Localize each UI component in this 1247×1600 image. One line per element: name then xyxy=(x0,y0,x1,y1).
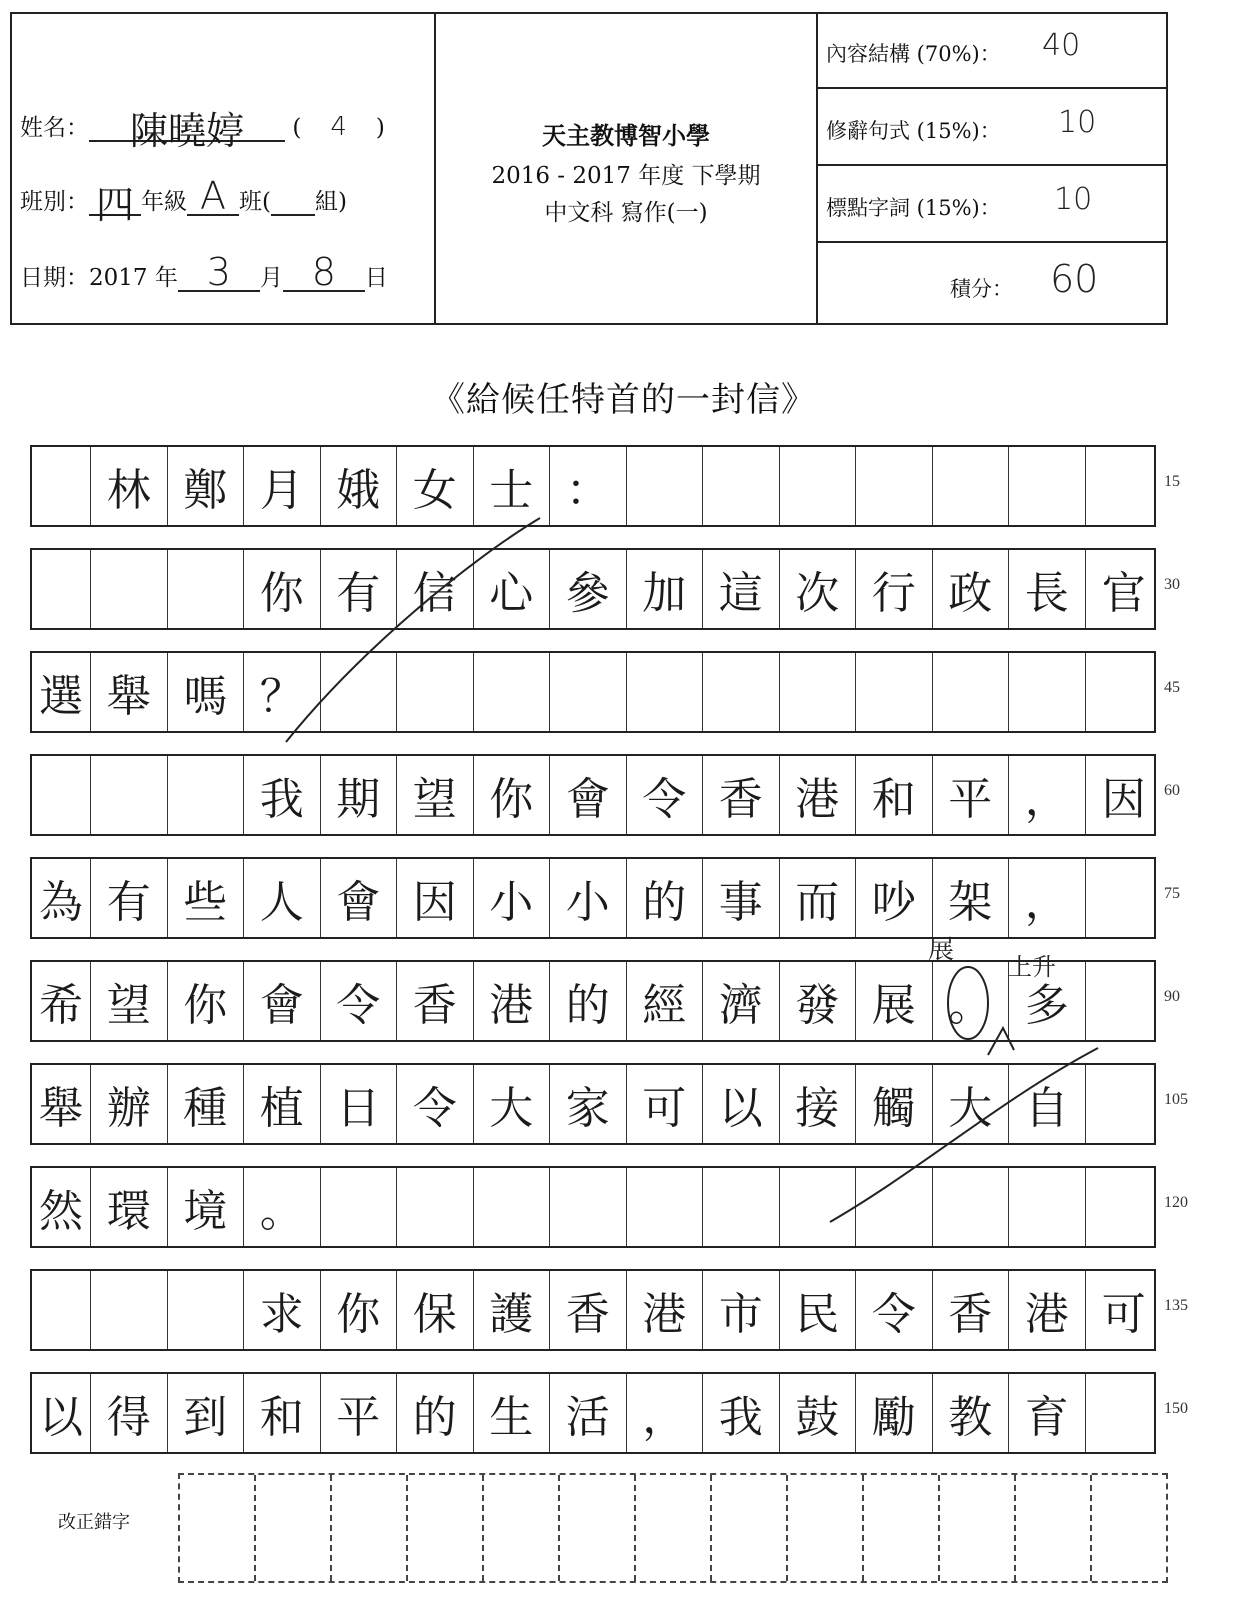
grid-cell: 日 xyxy=(321,1065,398,1143)
grid-cell: 鼓 xyxy=(780,1374,857,1452)
grid-cell xyxy=(1086,859,1163,937)
grid-cell xyxy=(703,653,780,731)
grid-cell: 觸 xyxy=(856,1065,933,1143)
grid-cell xyxy=(1009,1168,1086,1246)
correction-cell[interactable] xyxy=(864,1475,940,1581)
grid-cell: 些 xyxy=(168,859,245,937)
grid-cell: 的 xyxy=(550,962,627,1040)
grid-cell: 會 xyxy=(550,756,627,834)
grid-cell: 你 xyxy=(168,962,245,1040)
grid-cell: 自 xyxy=(1009,1065,1086,1143)
day-value: 8 xyxy=(311,250,336,294)
correction-cell[interactable] xyxy=(940,1475,1016,1581)
grid-row xyxy=(30,548,1156,630)
grid-cell xyxy=(397,653,474,731)
grid-cell: 可 xyxy=(1101,1289,1146,1340)
grid-cell: 護 xyxy=(474,1271,551,1349)
grid-cell xyxy=(168,550,245,628)
correction-cell[interactable] xyxy=(1092,1475,1166,1581)
grid-row xyxy=(30,754,1156,836)
grid-cell xyxy=(703,447,780,525)
grid-cell: 的 xyxy=(397,1374,474,1452)
class-value: A xyxy=(200,174,226,218)
grid-cell: ， xyxy=(627,1374,704,1452)
score-value-punctuation: 10 xyxy=(1054,182,1093,217)
group-label: 組) xyxy=(314,189,347,215)
grid-cell: 心 xyxy=(474,550,551,628)
correction-cell[interactable] xyxy=(1016,1475,1092,1581)
grid-cell: 保 xyxy=(397,1271,474,1349)
grid-row xyxy=(30,445,1156,527)
grid-cell: 期 xyxy=(321,756,398,834)
score-label-punctuation: 標點字詞 (15%)： xyxy=(826,196,1001,220)
grid-cell: 我 xyxy=(703,1374,780,1452)
grid-cell: 望 xyxy=(91,962,168,1040)
grid-cell: 活 xyxy=(550,1374,627,1452)
grid-cell: 長 xyxy=(1009,550,1086,628)
grid-cell xyxy=(780,447,857,525)
grid-cell xyxy=(1086,962,1163,1040)
grade-label: 年級 xyxy=(141,189,187,215)
grid-cell: 希 xyxy=(32,962,91,1040)
class-field xyxy=(20,174,347,227)
grid-cell xyxy=(550,1168,627,1246)
grid-cell: 舉 xyxy=(91,653,168,731)
grid-cell: 得 xyxy=(91,1374,168,1452)
grid-cell: 經 xyxy=(627,962,704,1040)
class-no-open: ( xyxy=(292,115,302,141)
correction-cell[interactable] xyxy=(636,1475,712,1581)
grid-cell: 官 xyxy=(1101,568,1146,619)
correction-cell[interactable] xyxy=(484,1475,560,1581)
grid-cell: 。 xyxy=(933,962,1010,1040)
name-label: 姓名： xyxy=(20,115,89,141)
class-no-close: ) xyxy=(375,115,385,141)
grid-cell xyxy=(321,653,398,731)
correction-cell[interactable] xyxy=(560,1475,636,1581)
score-value-content: 40 xyxy=(1042,28,1081,63)
grid-cell: 有 xyxy=(321,550,398,628)
grid-cell: 因 xyxy=(1101,774,1146,825)
grid-cell: 平 xyxy=(321,1374,398,1452)
grid-cell: 嗎 xyxy=(168,653,245,731)
grid-cell: 港 xyxy=(780,756,857,834)
grid-cell: 行 xyxy=(856,550,933,628)
correction-cell[interactable] xyxy=(788,1475,864,1581)
grid-cell xyxy=(474,653,551,731)
correction-cell[interactable] xyxy=(332,1475,408,1581)
grid-cell: 家 xyxy=(550,1065,627,1143)
grid-cell: 令 xyxy=(397,1065,474,1143)
grid-cell: 香 xyxy=(933,1271,1010,1349)
grid-cell: 發 xyxy=(780,962,857,1040)
correction-cell[interactable] xyxy=(408,1475,484,1581)
grid-cell: 你 xyxy=(321,1271,398,1349)
grid-cell xyxy=(933,653,1010,731)
grid-row xyxy=(30,960,1156,1042)
grid-cell: 會 xyxy=(321,859,398,937)
grid-cell: 你 xyxy=(244,550,321,628)
grid-cell xyxy=(91,756,168,834)
grid-cell xyxy=(627,653,704,731)
grid-cell xyxy=(1009,653,1086,731)
grid-cell: 然 xyxy=(32,1168,91,1246)
score-row-rhetoric xyxy=(818,89,1166,166)
row-char-count: 60 xyxy=(1164,782,1180,799)
grid-row xyxy=(30,651,1156,733)
grid-cell xyxy=(780,1168,857,1246)
header-table xyxy=(10,12,1168,325)
score-value-total: 60 xyxy=(1050,257,1099,301)
grid-cell: 市 xyxy=(703,1271,780,1349)
grid-cell: 接 xyxy=(780,1065,857,1143)
grid-cell: 多 xyxy=(1009,962,1086,1040)
score-row-total xyxy=(818,243,1166,323)
grid-cell: 以 xyxy=(703,1065,780,1143)
grid-cell xyxy=(1086,1168,1163,1246)
grid-cell: 政 xyxy=(933,550,1010,628)
correction-cell[interactable] xyxy=(180,1475,256,1581)
grid-cell xyxy=(933,1168,1010,1246)
grid-cell: 港 xyxy=(1009,1271,1086,1349)
month-value: 3 xyxy=(206,250,231,294)
grid-cell: 加 xyxy=(627,550,704,628)
date-field xyxy=(20,250,388,292)
grid-cell: 育 xyxy=(1009,1374,1086,1452)
score-label-content: 內容結構 (70%)： xyxy=(826,42,1001,66)
correction-cell[interactable] xyxy=(256,1475,332,1581)
grid-cell: 鄭 xyxy=(168,447,245,525)
grid-cell xyxy=(474,1168,551,1246)
name-value: 陳曉婷 xyxy=(129,109,244,153)
row-char-count: 90 xyxy=(1164,988,1180,1005)
grid-cell xyxy=(321,1168,398,1246)
grid-cell: 這 xyxy=(703,550,780,628)
grid-cell: 辦 xyxy=(91,1065,168,1143)
grid-cell: 人 xyxy=(244,859,321,937)
grid-cell: ： xyxy=(550,447,627,525)
grid-cell: 的 xyxy=(627,859,704,937)
grid-cell: 我 xyxy=(244,756,321,834)
row-char-count: 105 xyxy=(1164,1091,1188,1108)
grid-cell: 你 xyxy=(474,756,551,834)
grid-cell: 港 xyxy=(474,962,551,1040)
grid-cell: 事 xyxy=(703,859,780,937)
class-label2: 班( xyxy=(239,189,271,215)
score-box xyxy=(818,14,1166,323)
grid-cell: 舉 xyxy=(32,1065,91,1143)
grid-cell: 。 xyxy=(244,1168,321,1246)
grid-cell: 勵 xyxy=(856,1374,933,1452)
student-info xyxy=(12,14,436,323)
grid-cell xyxy=(1086,1374,1163,1452)
grid-cell xyxy=(32,756,91,834)
grid-cell: 香 xyxy=(397,962,474,1040)
grid-cell: ， xyxy=(1009,756,1086,834)
row-char-count: 45 xyxy=(1164,679,1180,696)
school-name: 天主教博智小學 xyxy=(542,121,710,150)
grid-cell: 會 xyxy=(244,962,321,1040)
grid-cell: 架 xyxy=(933,859,1010,937)
grid-cell: 和 xyxy=(856,756,933,834)
row-char-count: 150 xyxy=(1164,1400,1188,1417)
grid-cell: 生 xyxy=(474,1374,551,1452)
grid-cell: 令 xyxy=(321,962,398,1040)
grid-cell: 望 xyxy=(397,756,474,834)
grid-row xyxy=(30,1063,1156,1145)
grid-cell xyxy=(91,550,168,628)
grid-cell: 而 xyxy=(780,859,857,937)
grid-cell: ？ xyxy=(244,653,321,731)
grid-cell xyxy=(32,447,91,525)
grid-cell: 因 xyxy=(397,859,474,937)
grid-cell: 香 xyxy=(550,1271,627,1349)
grid-cell xyxy=(550,653,627,731)
grid-cell: 平 xyxy=(933,756,1010,834)
grid-cell: 為 xyxy=(32,859,91,937)
grid-cell xyxy=(627,1168,704,1246)
grid-cell: 展 xyxy=(856,962,933,1040)
grid-cell xyxy=(91,1271,168,1349)
grid-cell: 林 xyxy=(91,447,168,525)
grid-cell xyxy=(1086,653,1163,731)
grid-cell: 令 xyxy=(627,756,704,834)
grid-cell: 香 xyxy=(703,756,780,834)
corrections-label: 改正錯字 xyxy=(58,1512,130,1533)
row-char-count: 15 xyxy=(1164,473,1180,490)
grid-cell: 民 xyxy=(780,1271,857,1349)
grid-cell: 士 xyxy=(474,447,551,525)
grid-cell xyxy=(1009,447,1086,525)
grid-cell: 境 xyxy=(168,1168,245,1246)
grid-cell: 港 xyxy=(627,1271,704,1349)
grid-row xyxy=(30,857,1156,939)
row-char-count: 120 xyxy=(1164,1194,1188,1211)
grid-cell: 娥 xyxy=(321,447,398,525)
grid-cell xyxy=(856,1168,933,1246)
grid-cell: 信 xyxy=(397,550,474,628)
grid-cell: 到 xyxy=(168,1374,245,1452)
grid-cell: 濟 xyxy=(703,962,780,1040)
correction-cell[interactable] xyxy=(712,1475,788,1581)
row-char-count: 75 xyxy=(1164,885,1180,902)
class-number: 4 xyxy=(330,112,347,142)
grid-cell xyxy=(780,653,857,731)
school-term: 2016 - 2017 年度 下學期 xyxy=(491,163,761,189)
grid-cell: 小 xyxy=(550,859,627,937)
grid-cell: 選 xyxy=(32,653,91,731)
grid-cell: 種 xyxy=(168,1065,245,1143)
school-info xyxy=(436,14,818,323)
name-field xyxy=(20,100,385,153)
grid-cell xyxy=(856,653,933,731)
grid-cell: 可 xyxy=(627,1065,704,1143)
grid-cell xyxy=(168,1271,245,1349)
annotation-zhan: 展 xyxy=(928,935,955,965)
grid-cell: 求 xyxy=(244,1271,321,1349)
score-label-rhetoric: 修辭句式 (15%)： xyxy=(826,119,1001,143)
grid-cell: 吵 xyxy=(856,859,933,937)
corrections-box xyxy=(178,1473,1168,1583)
grid-cell: 小 xyxy=(474,859,551,937)
date-label: 日期：2017 年 xyxy=(20,265,178,291)
day-label: 日 xyxy=(364,265,388,291)
grid-cell: 大 xyxy=(933,1065,1010,1143)
grid-cell: 環 xyxy=(91,1168,168,1246)
row-char-count: 135 xyxy=(1164,1297,1188,1314)
grid-cell: 令 xyxy=(856,1271,933,1349)
grid-cell: 植 xyxy=(244,1065,321,1143)
grid-cell: 參 xyxy=(550,550,627,628)
grid-cell xyxy=(627,447,704,525)
grid-row xyxy=(30,1269,1156,1351)
score-label-total: 積分： xyxy=(950,277,1013,301)
score-row-content xyxy=(818,14,1166,89)
grid-cell: 以 xyxy=(32,1374,91,1452)
grid-cell xyxy=(1086,447,1163,525)
grid-cell: 月 xyxy=(244,447,321,525)
grid-cell: 大 xyxy=(474,1065,551,1143)
grid-cell xyxy=(703,1168,780,1246)
score-value-rhetoric: 10 xyxy=(1058,105,1097,140)
grid-cell xyxy=(933,447,1010,525)
row-char-count: 30 xyxy=(1164,576,1180,593)
grid-cell: ， xyxy=(1009,859,1086,937)
grid-cell: 教 xyxy=(933,1374,1010,1452)
school-subject: 中文科 寫作(一) xyxy=(544,200,708,226)
grid-cell xyxy=(32,550,91,628)
grid-row xyxy=(30,1372,1156,1454)
class-label: 班別： xyxy=(20,189,89,215)
grid-cell xyxy=(856,447,933,525)
grid-row xyxy=(30,1166,1156,1248)
grid-cell: 和 xyxy=(244,1374,321,1452)
grade-value: 四 xyxy=(95,183,134,227)
score-row-punctuation xyxy=(818,166,1166,243)
grid-cell: 次 xyxy=(780,550,857,628)
grid-cell xyxy=(32,1271,91,1349)
essay-title: 《給候任特首的一封信》 xyxy=(431,380,816,420)
annotation-rise: 上升 xyxy=(1008,953,1056,981)
month-label: 月 xyxy=(259,265,283,291)
grid-cell: 有 xyxy=(91,859,168,937)
grid-cell xyxy=(397,1168,474,1246)
grid-cell xyxy=(168,756,245,834)
grid-cell xyxy=(1086,1065,1163,1143)
grid-cell: 女 xyxy=(397,447,474,525)
